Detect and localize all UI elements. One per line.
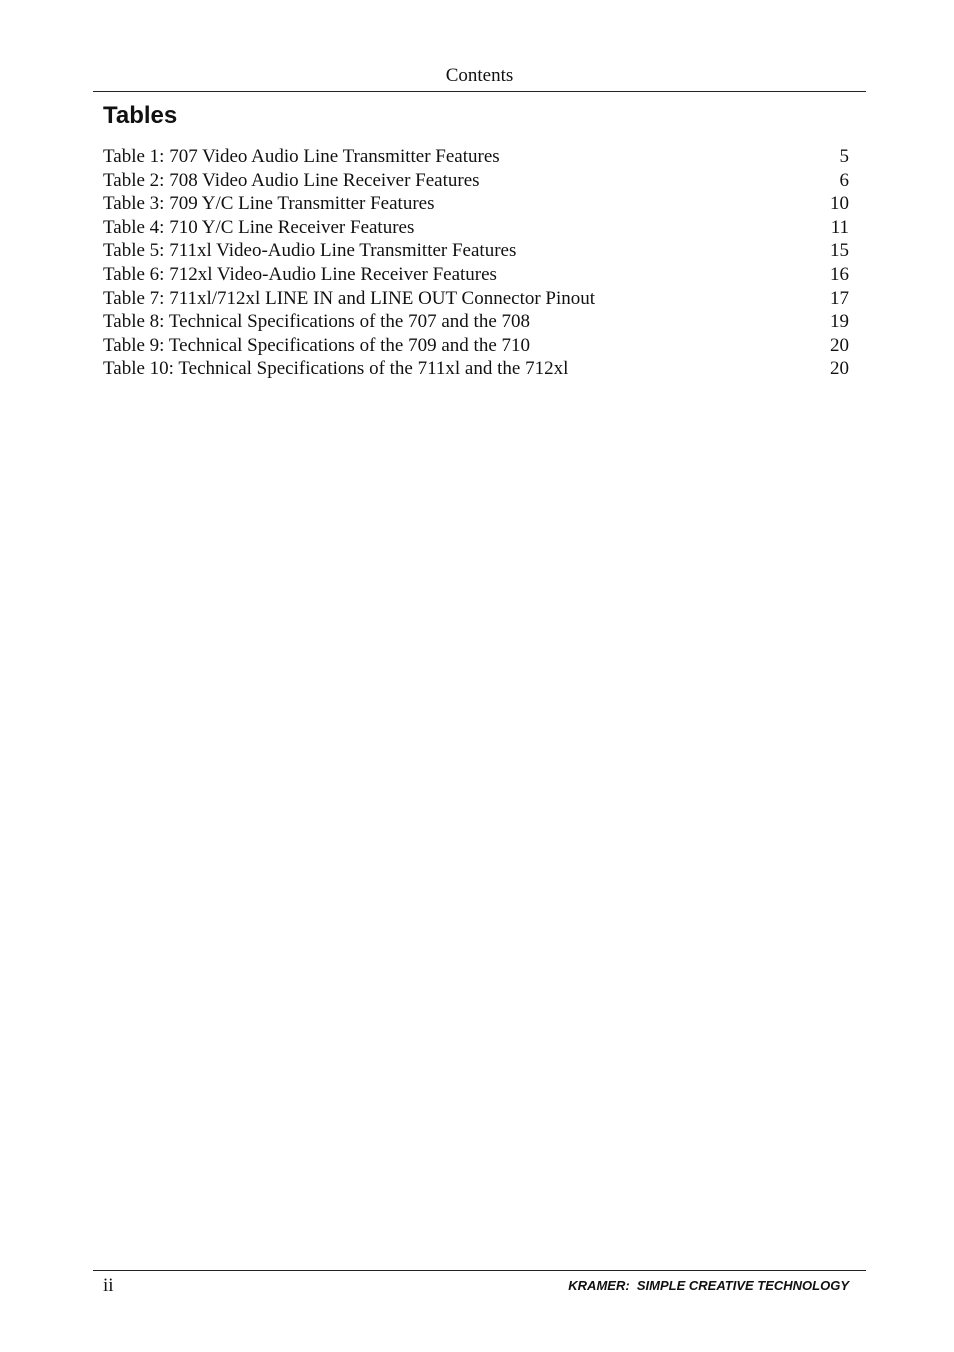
toc-entry-label: Table 2: 708 Video Audio Line Receiver Features	[103, 169, 480, 191]
running-header	[93, 64, 866, 92]
toc-entry-label: Table 3: 709 Y/C Line Transmitter Features	[103, 193, 435, 215]
toc-entry-page: 6	[839, 169, 849, 191]
toc-entry[interactable]	[103, 169, 849, 193]
toc-entry-label: Table 7: 711xl/712xl LINE IN and LINE OUT Connector Pinout	[103, 287, 596, 309]
toc-entry[interactable]	[103, 192, 849, 216]
company-tagline: KRAMER: SIMPLE CREATIVE TECHNOLOGY	[568, 1278, 849, 1293]
toc-entry-label: Table 10: Technical Specifications of the 711xl and the 712xl	[103, 358, 569, 380]
toc-entry-page: 20	[830, 334, 849, 356]
toc-entry[interactable]	[103, 216, 849, 240]
toc-entry-page: 19	[830, 311, 849, 333]
toc-entry-page: 5	[839, 146, 849, 167]
toc-entry-label: Table 5: 711xl Video-Audio Line Transmitter Features	[103, 240, 517, 262]
toc-entry-label: Table 9: Technical Specifications of the 709 and the 710	[103, 334, 530, 356]
toc-entry[interactable]	[103, 334, 849, 358]
toc-entry-page: 10	[830, 193, 849, 215]
toc-entry-label: Table 6: 712xl Video-Audio Line Receiver Features	[103, 263, 497, 285]
toc-entry-page: 11	[830, 216, 849, 238]
toc-entry-label: Table 1: 707 Video Audio Line Transmitter Features	[103, 146, 500, 167]
toc-entry-page: 17	[830, 287, 849, 309]
toc-entry-page: 16	[830, 263, 849, 285]
toc-entry[interactable]	[103, 239, 849, 263]
toc-entry[interactable]	[103, 145, 849, 169]
section-title: Tables	[103, 102, 178, 129]
toc-entry-label: Table 8: Technical Specifications of the 707 and the 708	[103, 311, 530, 333]
toc-entry[interactable]	[103, 357, 849, 381]
running-header-title: Contents	[445, 65, 514, 86]
toc-entry-page: 15	[830, 240, 849, 262]
toc-entry[interactable]	[103, 287, 849, 311]
toc-entry-label: Table 4: 710 Y/C Line Receiver Features	[103, 216, 415, 238]
running-footer	[93, 1270, 866, 1296]
toc-entry-page: 20	[830, 358, 849, 380]
list-of-tables	[103, 145, 849, 381]
toc-entry[interactable]	[103, 263, 849, 287]
toc-entry[interactable]	[103, 310, 849, 334]
page-number: ii	[103, 1275, 114, 1296]
